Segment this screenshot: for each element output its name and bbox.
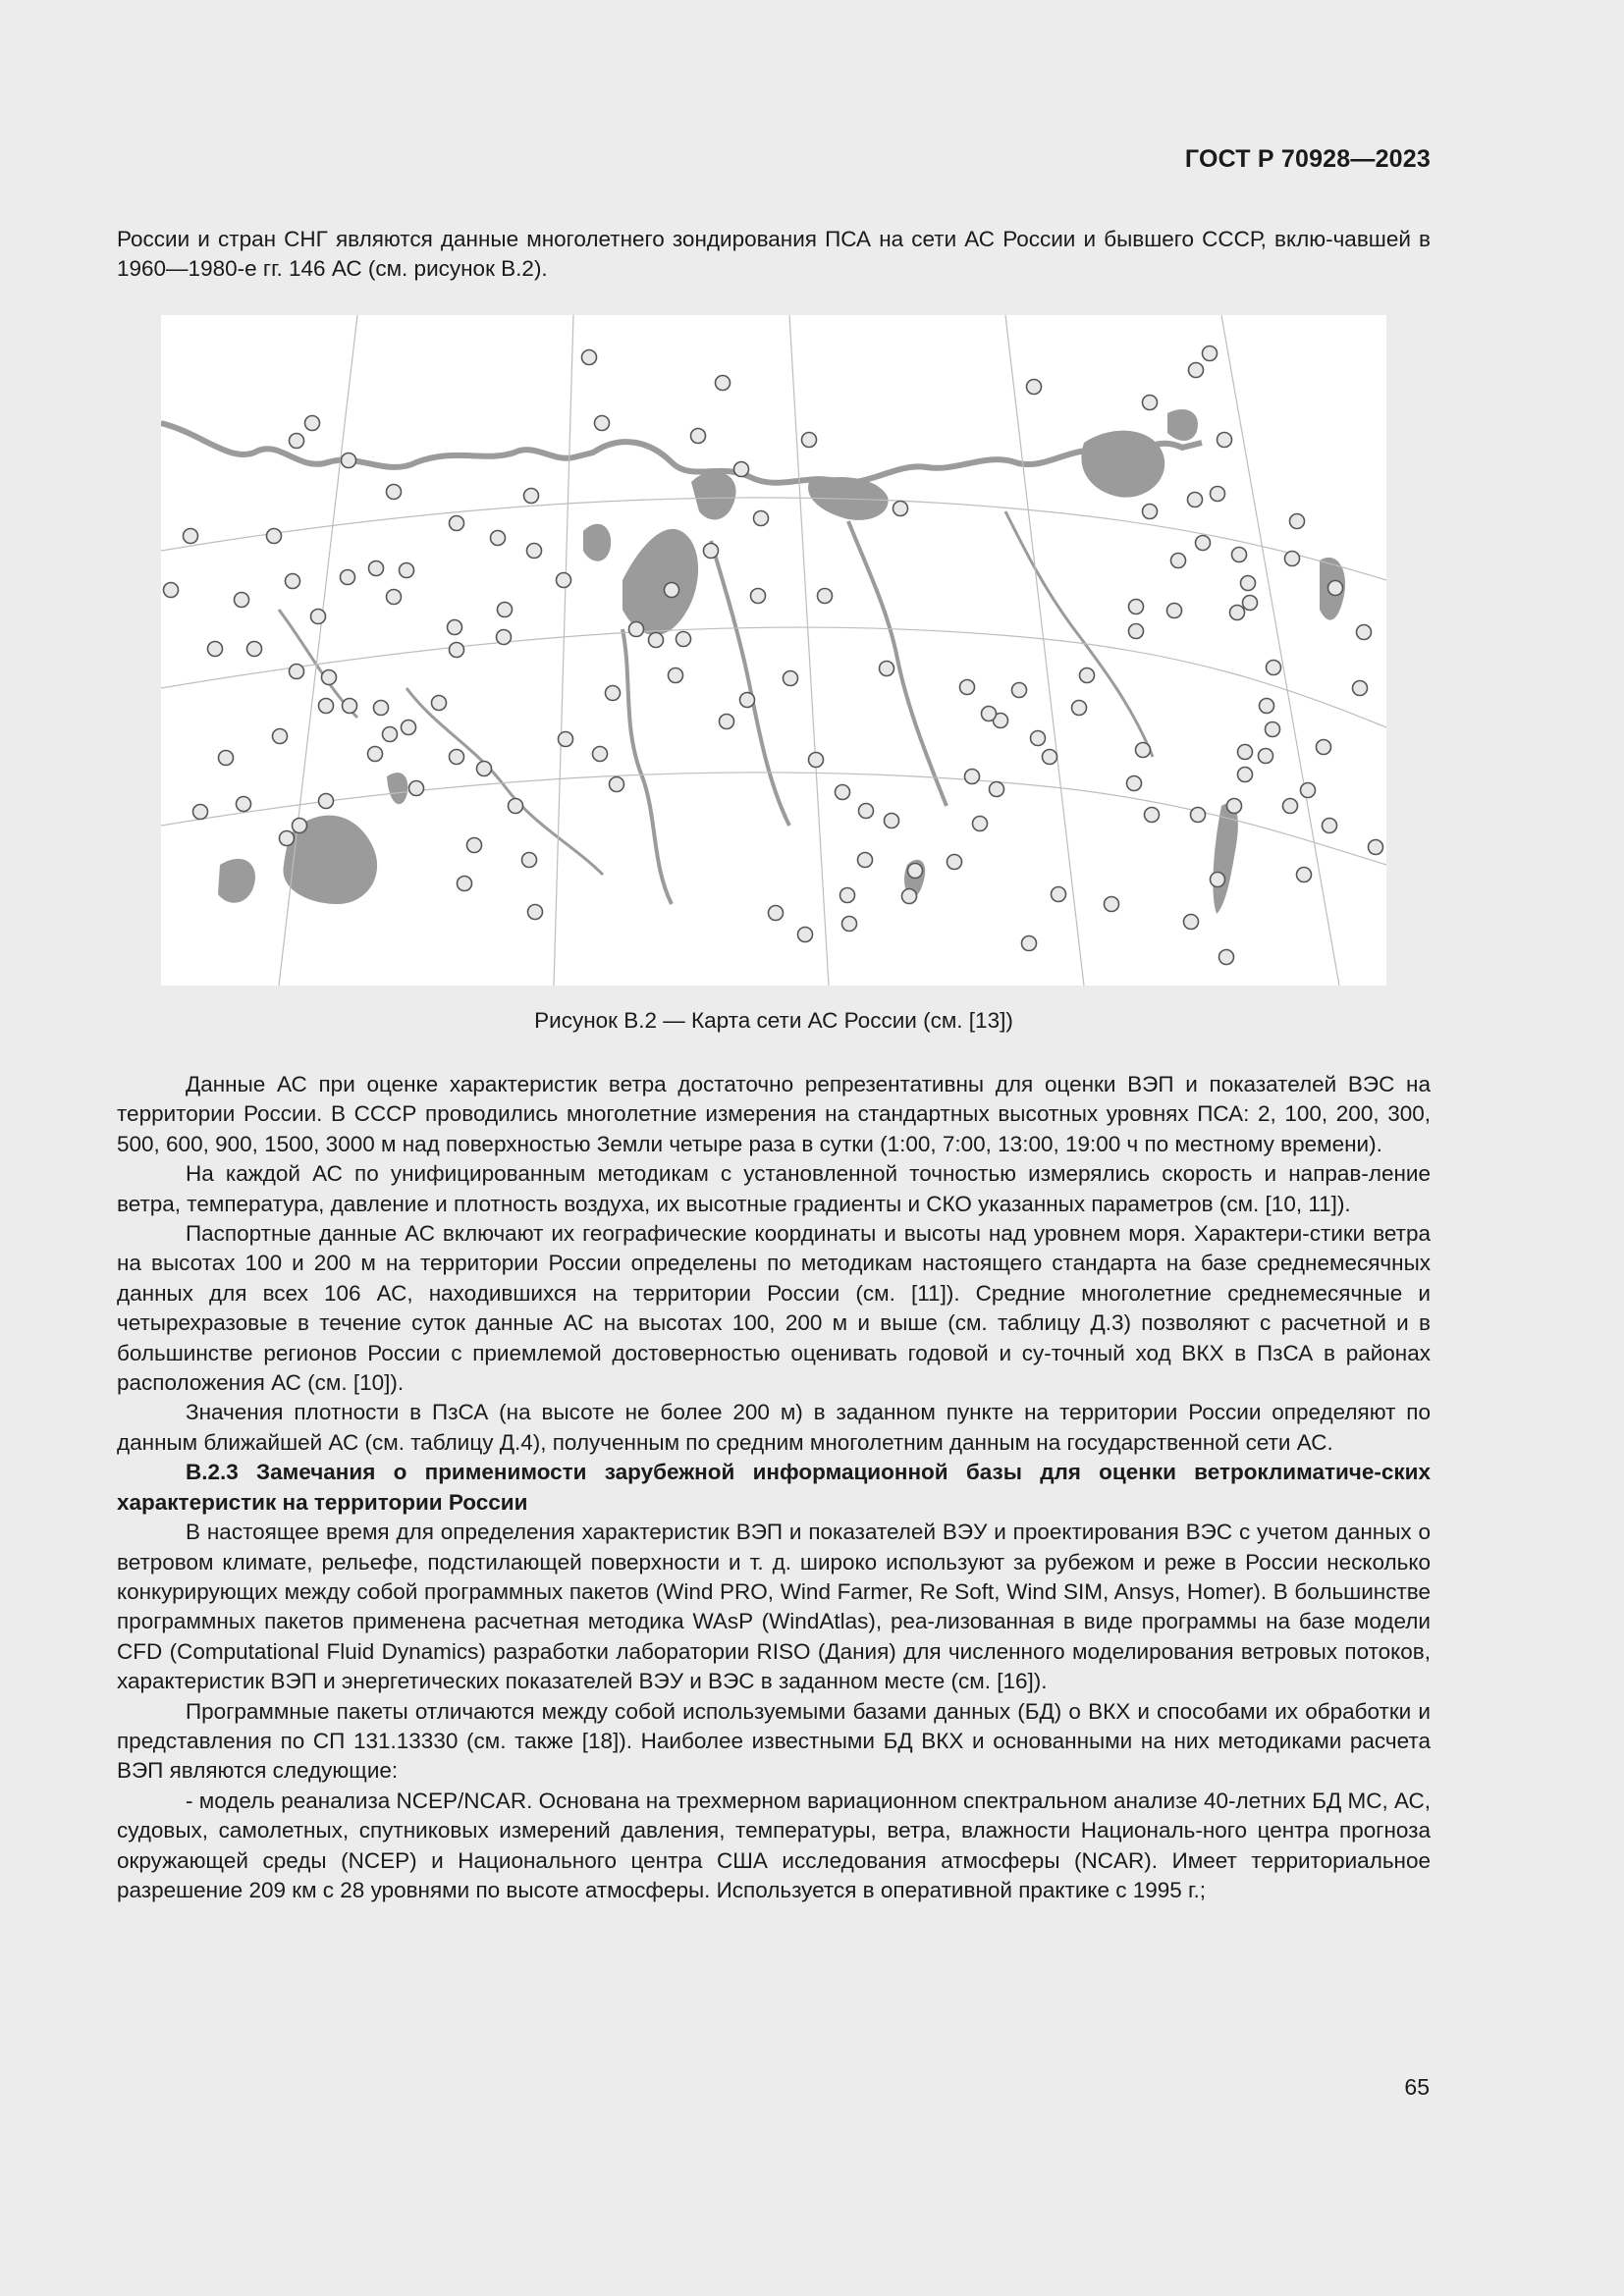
station-marker <box>467 838 482 853</box>
station-marker <box>557 573 571 588</box>
station-marker <box>509 799 523 814</box>
station-marker <box>305 416 320 431</box>
station-marker <box>1022 936 1037 951</box>
intro-text: России и стран СНГ являются данные многолетнего зондирования ПСА на сети АС России и бывшего СССР, вклю-чавшей в 1960—1980-е гг. 146 АС (см. рисунок В.2). <box>117 227 1431 282</box>
station-marker <box>458 877 472 891</box>
station-marker <box>1267 661 1281 675</box>
station-marker <box>734 462 749 477</box>
station-marker <box>769 906 784 921</box>
station-marker <box>1219 950 1234 965</box>
station-marker <box>893 502 908 516</box>
station-marker <box>491 531 506 546</box>
figure-caption: Рисунок В.2 — Карта сети АС России (см. [13]) <box>534 1008 1013 1033</box>
station-marker <box>691 429 706 444</box>
station-marker <box>219 751 234 766</box>
station-marker <box>610 777 624 792</box>
station-marker <box>595 416 610 431</box>
station-marker <box>450 643 464 658</box>
station-marker <box>990 782 1004 797</box>
station-marker <box>751 589 766 604</box>
station-marker <box>522 853 537 868</box>
station-marker <box>1129 624 1144 639</box>
station-marker <box>982 707 997 721</box>
station-marker <box>286 574 300 589</box>
station-marker <box>704 544 719 559</box>
station-marker <box>1369 840 1383 855</box>
station-marker <box>677 632 691 647</box>
station-marker <box>1232 548 1247 562</box>
station-marker <box>1027 380 1042 395</box>
station-marker <box>1136 743 1151 758</box>
water-bodies <box>161 315 1386 986</box>
station-marker <box>193 805 208 820</box>
station-marker <box>387 590 402 605</box>
station-marker <box>450 516 464 531</box>
station-marker <box>908 864 923 879</box>
station-marker <box>1243 596 1258 611</box>
station-marker <box>1143 505 1158 519</box>
station-marker <box>1357 625 1372 640</box>
station-marker <box>902 889 917 904</box>
station-marker <box>880 662 894 676</box>
station-marker <box>1285 552 1300 566</box>
station-marker <box>448 620 462 635</box>
station-marker <box>1171 554 1186 568</box>
paragraph-4: Значения плотности в ПзСА (на высоте не более 200 м) в заданном пункте на территории России определяют по данным ближайшей АС (см. таблицу Д.4), полученным по средним многолетним данным на государственной сети АС. <box>117 1400 1431 1455</box>
station-marker <box>842 917 857 932</box>
station-marker <box>402 721 416 735</box>
station-marker <box>716 376 731 391</box>
station-marker <box>290 665 304 679</box>
station-marker <box>369 561 384 576</box>
station-marker <box>1031 731 1046 746</box>
station-marker <box>290 434 304 449</box>
station-marker <box>342 454 356 468</box>
station-marker <box>784 671 798 686</box>
map-figure <box>161 315 1386 986</box>
station-marker <box>1189 363 1204 378</box>
station-marker <box>528 905 543 920</box>
paragraph-7: - модель реанализа NCEP/NCAR. Основана на трехмерном вариационном спектральном анализе 40-летних БД МС, АС, судовых, самолетных, спутниковых измерений давления, температуры, ветра, влажности Националь-ного центра прогноза окружающей среды (NCEP) и Национального центра США исследования атмосферы (NCAR). Имеет территориальное разрешение 209 км с 28 уровнями по высоте атмосферы. Используется в оперативной практике с 1995 г.; <box>117 1788 1431 1902</box>
document-code-header: ГОСТ Р 70928—2023 <box>1184 145 1431 173</box>
station-marker <box>237 797 251 812</box>
station-marker <box>1143 396 1158 410</box>
station-marker <box>1241 576 1256 591</box>
section-heading: В.2.3 Замечания о применимости зарубежной информационной базы для оценки ветроклиматиче-ских характеристик на территории России <box>117 1460 1431 1515</box>
station-marker <box>649 633 664 648</box>
station-marker <box>947 855 962 870</box>
station-marker <box>450 750 464 765</box>
station-marker <box>1072 701 1087 716</box>
station-marker <box>1323 819 1337 833</box>
station-marker <box>1043 750 1057 765</box>
station-marker <box>1218 433 1232 448</box>
station-marker <box>629 622 644 637</box>
station-marker <box>802 433 817 448</box>
station-marker <box>840 888 855 903</box>
station-marker <box>387 485 402 500</box>
paragraph-2: На каждой АС по унифицированным методикам с установленной точностью измерялись скорость и направ-ление ветра, температура, давление и плотность воздуха, их высотные градиенты и СКО указанных параметров (см. [10, 11]). <box>117 1161 1431 1216</box>
station-marker <box>1211 487 1225 502</box>
station-marker <box>280 831 295 846</box>
station-marker <box>1052 887 1066 902</box>
station-marker <box>208 642 223 657</box>
station-marker <box>235 593 249 608</box>
station-marker <box>293 819 307 833</box>
station-marker <box>1230 606 1245 620</box>
station-marker <box>273 729 288 744</box>
station-marker <box>665 583 679 598</box>
station-marker <box>432 696 447 711</box>
station-marker <box>527 544 542 559</box>
station-marker <box>374 701 389 716</box>
station-marker <box>965 770 980 784</box>
station-marker <box>1260 699 1274 714</box>
station-marker <box>1227 799 1242 814</box>
station-marker <box>818 589 833 604</box>
station-marker <box>809 753 824 768</box>
station-marker <box>1317 740 1331 755</box>
station-marker <box>669 668 683 683</box>
station-marker <box>1259 749 1273 764</box>
paragraph-6: Программные пакеты отличаются между собой используемыми базами данных (БД) о ВКХ и способами их обработки и представления по СП 131.13330 (см. также [18]). Наиболее известными БД ВКХ и основанными на них методиками расчета ВЭП являются следующие: <box>117 1698 1431 1784</box>
body-text <box>117 1070 1431 1905</box>
station-marker <box>1328 581 1343 596</box>
station-marker <box>1196 536 1211 551</box>
paragraph-1: Данные АС при оценке характеристик ветра достаточно репрезентативны для оценки ВЭП и показателей ВЭС на территории России. В СССР проводились многолетние измерения на стандартных высотных уровнях ПСА: 2, 100, 200, 300, 500, 600, 900, 1500, 3000 м над поверхностью Земли четыре раза в сутки (1:00, 7:00, 13:00, 19:00 ч по местному времени). <box>117 1072 1431 1156</box>
station-marker <box>319 794 334 809</box>
station-marker <box>559 732 573 747</box>
station-marker <box>836 785 850 800</box>
station-marker <box>582 350 597 365</box>
station-marker <box>1191 808 1206 823</box>
station-marker <box>341 570 355 585</box>
intro-paragraph <box>117 225 1431 285</box>
station-marker <box>267 529 282 544</box>
station-marker <box>606 686 621 701</box>
station-marker <box>400 563 414 578</box>
station-marker <box>1238 745 1253 760</box>
station-marker <box>740 693 755 708</box>
station-marker <box>409 781 424 796</box>
station-marker <box>498 603 513 617</box>
station-marker <box>1167 604 1182 618</box>
station-marker <box>1290 514 1305 529</box>
station-marker <box>319 699 334 714</box>
station-marker <box>798 928 813 942</box>
station-marker <box>1145 808 1160 823</box>
station-marker <box>593 747 608 762</box>
station-marker <box>164 583 179 598</box>
station-marker <box>1203 347 1218 361</box>
station-marker <box>973 817 988 831</box>
station-marker <box>1301 783 1316 798</box>
station-marker <box>754 511 769 526</box>
station-marker <box>1127 776 1142 791</box>
page-number: 65 <box>1404 2074 1430 2100</box>
station-marker <box>1105 897 1119 912</box>
station-marker <box>885 814 899 828</box>
station-marker <box>1184 915 1199 930</box>
station-marker <box>184 529 198 544</box>
station-marker <box>1188 493 1203 507</box>
station-marker <box>720 715 734 729</box>
station-marker <box>960 680 975 695</box>
station-marker <box>859 804 874 819</box>
station-marker <box>1283 799 1298 814</box>
station-marker <box>858 853 873 868</box>
station-marker <box>1238 768 1253 782</box>
station-marker <box>477 762 492 776</box>
station-marker <box>1211 873 1225 887</box>
station-marker <box>1266 722 1280 737</box>
station-marker <box>383 727 398 742</box>
station-marker <box>368 747 383 762</box>
station-marker <box>1129 600 1144 614</box>
station-marker <box>1353 681 1368 696</box>
paragraph-3: Паспортные данные АС включают их географические координаты и высоты над уровнем моря. Характери-стики ветра на высотах 100 и 200 м на территории России определены по методикам настоящего стандарта на базе среднемесячных данных для всех 106 АС, находившихся на территории России (см. [11]). Средние многолетние среднемесячные и четырехразовые в течение суток данные АС на высотах 100, 200 м и выше (см. таблицу Д.3) позволяют с расчетной и в большинстве регионов России с приемлемой достоверностью оценивать годовой и су-точный ход ВКХ в ПзСА в районах расположения АС (см. [10]). <box>117 1221 1431 1396</box>
station-marker <box>497 630 512 645</box>
station-marker <box>1012 683 1027 698</box>
station-marker <box>524 489 539 504</box>
station-marker <box>322 670 337 685</box>
station-marker <box>343 699 357 714</box>
station-marker <box>247 642 262 657</box>
station-marker <box>311 610 326 624</box>
station-marker <box>1297 868 1312 882</box>
station-marker <box>1080 668 1095 683</box>
station-network-map <box>161 315 1386 986</box>
paragraph-5: В настоящее время для определения характеристик ВЭП и показателей ВЭУ и проектирования ВЭС с учетом данных о ветровом климате, рельефе, подстилающей поверхности и т. д. широко используют за рубежом и реже в России несколько конкурирующих между собой программных пакетов (Wind PRO, Wind Farmer, Re Soft, Wind SIM, Ansys, Homer). В большинстве программных пакетов применена расчетная методика WAsP (WindAtlas), реа-лизованная в виде программы на базе модели CFD (Computational Fluid Dynamics) разработки лаборатории RISO (Дания) для численного моделирования ветровых потоков, характеристик ВЭП и энергетических показателей ВЭУ и ВЭС в заданном месте (см. [16]). <box>117 1520 1431 1694</box>
